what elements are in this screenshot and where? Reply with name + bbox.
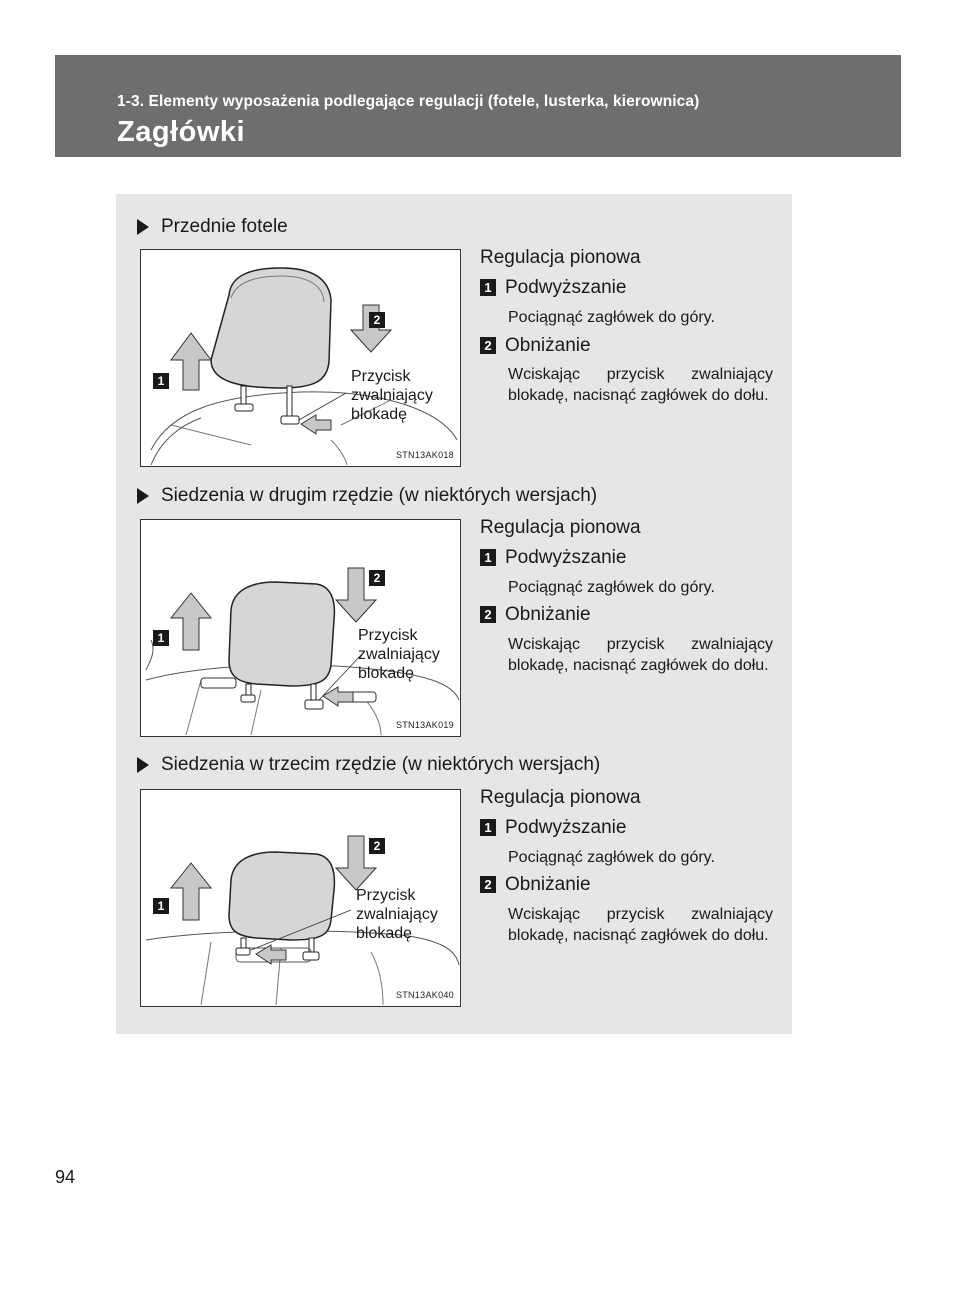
- step-1-text: Pociągnąć zagłówek do góry.: [508, 849, 715, 866]
- subheading-text: Siedzenia w drugim rzędzie (w niektórych wersjach): [161, 485, 598, 506]
- adjust-title: Regulacja pionowa: [480, 517, 641, 538]
- arrow-press-icon: [301, 415, 331, 434]
- arrow-up-icon: [171, 593, 211, 650]
- front-headrest-illustration: [141, 250, 460, 466]
- triangle-bullet-icon: [137, 219, 149, 235]
- step-1-text: Pociągnąć zagłówek do góry.: [508, 309, 715, 326]
- release-button-callout: Przycisk zwalniający blokadę: [351, 368, 433, 423]
- step-2-title: Obniżanie: [505, 335, 591, 356]
- release-button-callout: Przycisk zwalniający blokadę: [358, 627, 440, 682]
- subheading-second-row: [137, 485, 597, 507]
- step-2-title: Obniżanie: [505, 604, 591, 625]
- step-2-number: 2: [480, 876, 496, 893]
- subheading-front-seats: [137, 216, 288, 238]
- step-1-badge: 1: [153, 898, 169, 914]
- step-2-badge: 2: [369, 570, 385, 586]
- step-1-number: 1: [480, 549, 496, 566]
- figure-front-headrest: [140, 249, 461, 467]
- arrow-up-icon: [171, 863, 211, 920]
- figure-code: STN13AK019: [395, 720, 454, 730]
- figure-code: STN13AK040: [395, 990, 454, 1000]
- step-1-number: 1: [480, 279, 496, 296]
- subheading-third-row: [137, 754, 600, 776]
- arrow-press-icon: [323, 687, 353, 706]
- step-1-number: 1: [480, 819, 496, 836]
- step-2-badge: 2: [369, 312, 385, 328]
- step-2-title: Obniżanie: [505, 874, 591, 895]
- figure-second-row-headrest: [140, 519, 461, 737]
- step-2-text: Wciskając przycisk zwalniający blokadę, nacisnąć zagłówek do dołu.: [508, 636, 773, 674]
- figure-third-row-headrest: [140, 789, 461, 1007]
- release-button-callout: Przycisk zwalniający blokadę: [356, 887, 438, 942]
- step-2-badge: 2: [369, 838, 385, 854]
- step-2-text: Wciskając przycisk zwalniający blokadę, nacisnąć zagłówek do dołu.: [508, 366, 773, 404]
- step-1-title: Podwyższanie: [505, 547, 627, 568]
- arrow-up-icon: [171, 333, 211, 390]
- adjust-title: Regulacja pionowa: [480, 787, 641, 808]
- adjust-title: Regulacja pionowa: [480, 247, 641, 268]
- step-1-title: Podwyższanie: [505, 277, 627, 298]
- step-1-badge: 1: [153, 373, 169, 389]
- subheading-text: Siedzenia w trzecim rzędzie (w niektórych wersjach): [161, 754, 601, 775]
- step-1-text: Pociągnąć zagłówek do góry.: [508, 579, 715, 596]
- triangle-bullet-icon: [137, 488, 149, 504]
- triangle-bullet-icon: [137, 757, 149, 773]
- section-label: 1-3. Elementy wyposażenia podlegające regulacji (fotele, lusterka, kierownica): [117, 93, 700, 110]
- step-2-number: 2: [480, 337, 496, 354]
- page-title: Zagłówki: [117, 116, 246, 148]
- step-1-badge: 1: [153, 630, 169, 646]
- step-2-text: Wciskając przycisk zwalniający blokadę, nacisnąć zagłówek do dołu.: [508, 906, 773, 944]
- step-1-title: Podwyższanie: [505, 817, 627, 838]
- subheading-text: Przednie fotele: [161, 216, 288, 237]
- step-2-number: 2: [480, 606, 496, 623]
- page-number: 94: [55, 1167, 76, 1187]
- figure-code: STN13AK018: [395, 450, 454, 460]
